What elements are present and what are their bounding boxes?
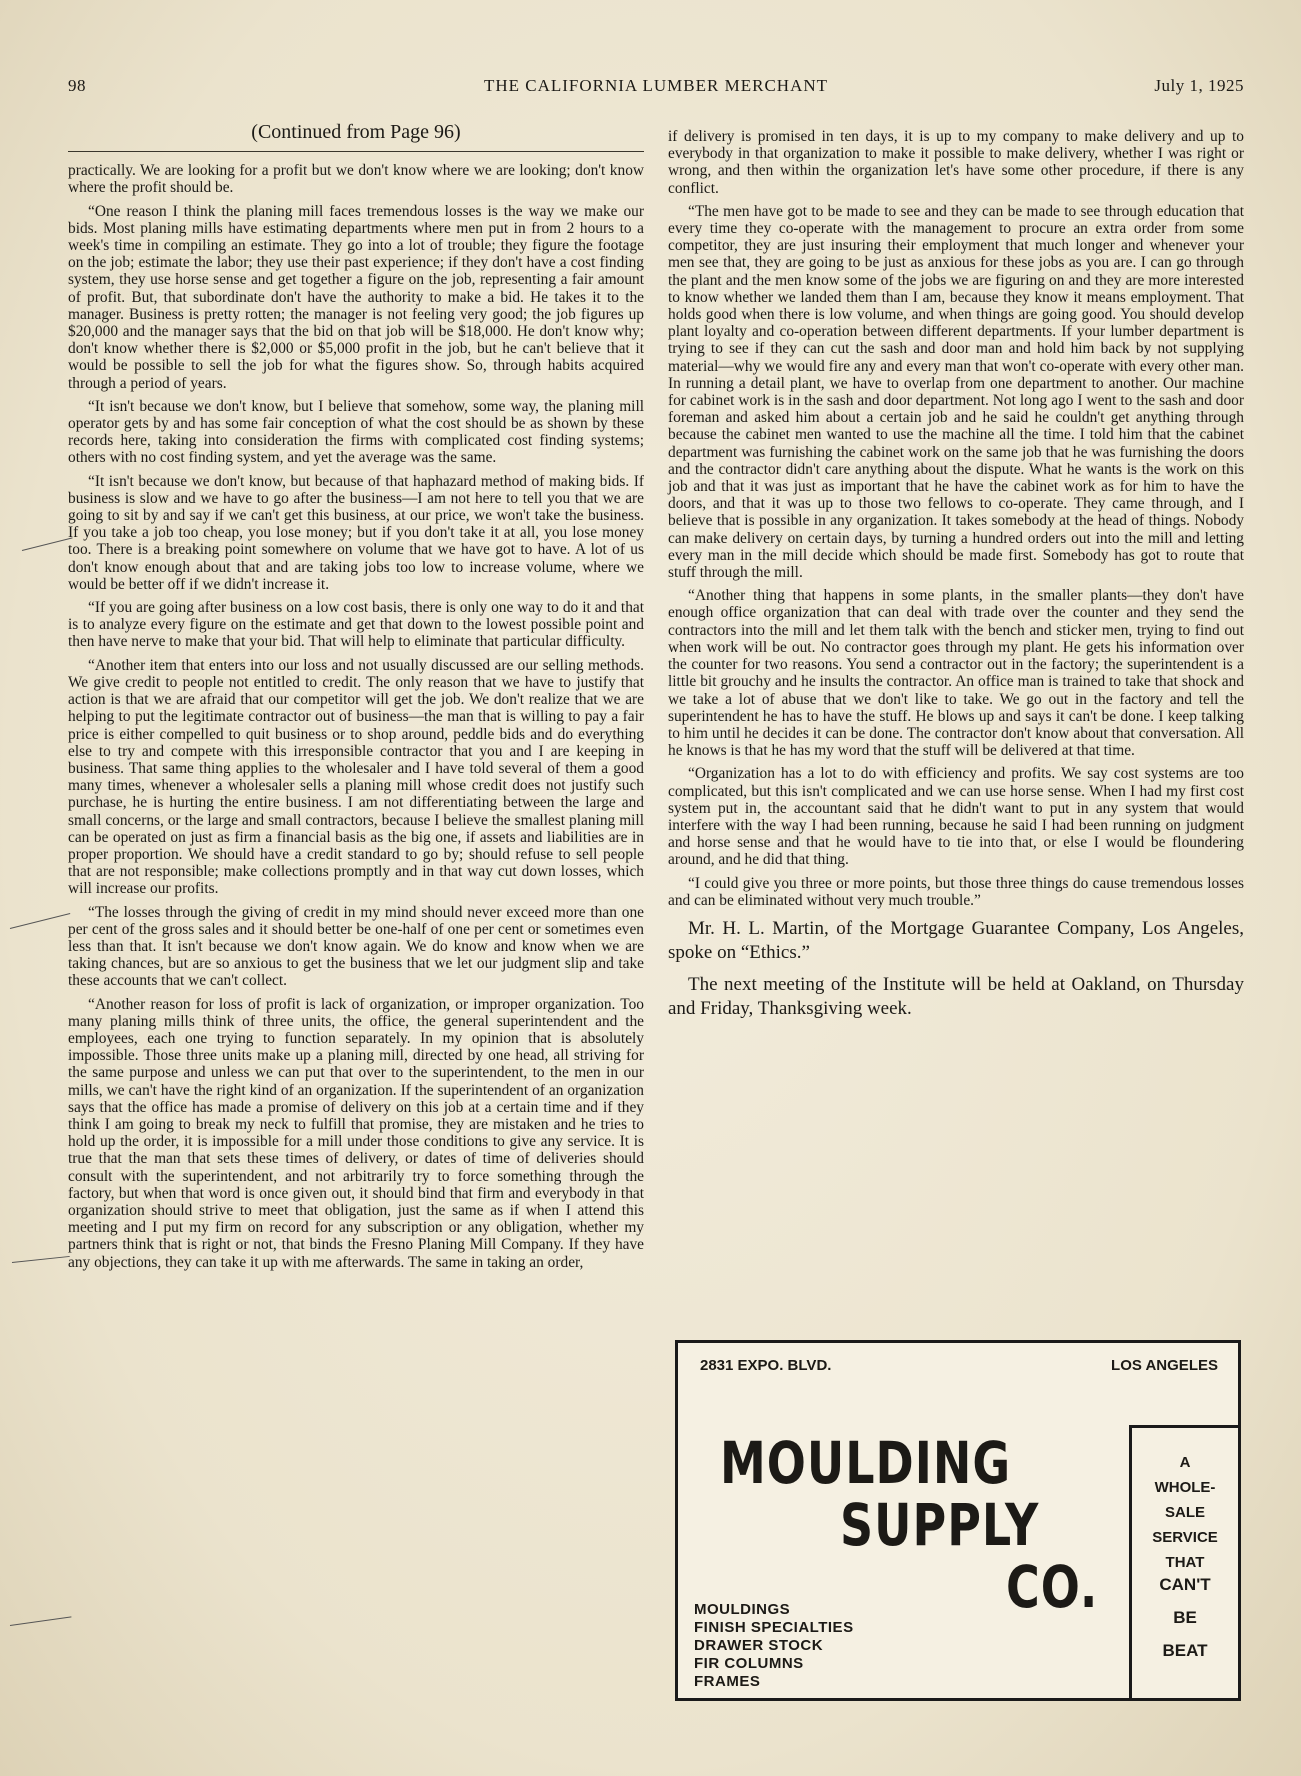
pencil-mark [22, 537, 73, 551]
publication-title: THE CALIFORNIA LUMBER MERCHANT [483, 76, 829, 95]
article-paragraph: “The losses through the giving of credit in my mind should never exceed more than one per cent of the gross sales and it should better be one-half of one per cent or sometimes even less than that. It isn't because we don't know again. We do know and know when we are taking chances, but are so anxious to get the business that we let our judgment slip and take these accounts that we can't collect. [68, 903, 644, 990]
article-paragraph: “If you are going after business on a low cost basis, there is only one way to do it and that is to analyze every figure on the estimate and get that down to the lowest possible point and then have nerve to make that your bid. That will help to eliminate that particular difficulty. [68, 599, 644, 651]
ad-product-list [694, 1601, 854, 1691]
next-meeting-note: The next meeting of the Institute will be held at Oakland, on Thursday and Friday, Thanksgiving week. [668, 973, 1244, 1019]
page-number: 98 [68, 76, 86, 95]
ad-product: MOULDINGS [694, 1601, 791, 1618]
article-paragraph: “Organization has a lot to do with efficiency and profits. We say cost systems are too complicated, but this isn't complicated and we can use horse sense. When I had my first cost system put in, the accountant said that he didn't want to put in any system that would interfere with the way I had been running, because he said I had been running on judgment and horse sense and that he would have to tie into that, or else I would be floundering around, and he did that thing. [668, 765, 1244, 869]
ad-product: DRAWER STOCK [694, 1637, 824, 1654]
ad-slogan-line: WHOLE- [1154, 1479, 1216, 1496]
ad-company-name-line: MOULDING [720, 1429, 1012, 1497]
article-paragraph: “Another item that enters into our loss and not usually discussed are our selling methods. We give credit to people not entitled to credit. The only reason that we have to justify that action is that we are afraid that our competitor will get the job. We don't realize that we are helping to put the legitimate contractor out of business—the man that is willing to pay a fair price is either compelled to quit business or to shop around, peddle bids and do everything else to try and compete with this irresponsible contractor that you and I are keeping in business. That same thing applies to the wholesaler and I have told several of them a good many times, whenever a wholesaler sells a planing mill whose credit does not justify such purchase, he is hurting the entire business. I am not differentiating between the large and small concerns, or the large and small contractors, because I believe the smallest planing mill can be operated on just as firm a financial basis as the big one, if assets and liabilities are in proper proportion. We should have a credit standard to go by; should refuse to sell people that are not responsible; make collections promptly and in that way cut down losses, which will increase our profits. [68, 656, 644, 898]
ad-slogan-line: CAN'T [1159, 1575, 1211, 1594]
ad-slogan-line: THAT [1165, 1554, 1205, 1571]
article-paragraph: if delivery is promised in ten days, it is up to my company to make delivery and up to everybody in that organization to make it possible to make delivery, whether I was right or wrong, and then within the organization let's have some other procedure, if there is any conflict. [668, 128, 1244, 197]
ad-slogan-line: BE [1173, 1608, 1197, 1627]
continued-note: (Continued from Page 96) [68, 124, 644, 152]
article-paragraph: “Another thing that happens in some plants, in the smaller plants—they don't have enough office organization that can deal with trade over the counter and they send the contractors into the mill and let them talk with the bench and sticker men, trying to find out when work will be out. No contractor goes through my plant. He gets his information over the counter for two reasons. You send a contractor out in the factory; the superintendent is a little bit grouchy and he insults the contractor. An office man is trained to take that shock and we take a lot of abuse that we don't like to take. We go out in the factory and tell the superintendent he has to have the stuff. He blows up and says it can't be done. I keep talking to him until he decides it can be done. The contractor don't know about that conversation. All he knows is that he has my word that the stuff will be delivered at that time. [668, 587, 1244, 760]
ad-slogan-line: BEAT [1162, 1641, 1208, 1660]
article-paragraph: practically. We are looking for a profit but we don't know where we are looking; don't know where the profit should be. [68, 162, 644, 197]
ad-product: FINISH SPECIALTIES [694, 1619, 854, 1636]
pencil-mark [10, 913, 70, 929]
pencil-mark [10, 1616, 72, 1626]
ad-address: 2831 EXPO. BLVD. [700, 1357, 832, 1374]
ad-company-name-line: SUPPLY [840, 1491, 1040, 1559]
ad-company-name-line: CO. [1006, 1553, 1099, 1621]
speaker-note: Mr. H. L. Martin, of the Mortgage Guarantee Company, Los Angeles, spoke on “Ethics.” [668, 917, 1244, 963]
article-paragraph: “It isn't because we don't know, but because of that haphazard method of making bids. If business is slow and we have to go after the business—I am not here to tell you that we are going to sit by and say if we can't get this business, at our price, we won't take the business. If you take a job too cheap, you lose money; but if you don't take it at all, you lose money too. There is a breaking point somewhere on volume that we have got to have. A lot of us don't know enough about that and are taking jobs too low to increase volume, where we would be better off if we didn't increase it. [68, 472, 644, 593]
pencil-mark [12, 1256, 70, 1263]
issue-date: July 1, 1925 [1154, 76, 1244, 95]
article-paragraph: “The men have got to be made to see and they can be made to see through education that every time they co-operate with the management to procure an extra order from some competitor, they are just insuring their employment that much longer and whenever your men see that, they are going to be just as anxious for these jobs as you are. I can go through the plant and the men know some of the jobs we are figuring on and they are more interested to know whether we landed them than I am, because they know it means employment. That holds good when there is low volume, and when things are going good. You should develop plant loyalty and co-operation between different departments. If your lumber department is trying to see if they can cut the sash and door man and hold him back by not supplying material—why we would fire any and every man that won't co-operate with every other man. In running a detail plant, we have to overlap from one department to another. Our machine for cabinet work is in the sash and door department. Not long ago I went to the sash and door foreman and asked him about a certain job and he said he couldn't get anything through because the cabinet men wanted to use the machine all the time. I told him that the cabinet department was furnishing the cabinet work on the same job that he was furnishing the doors and the contractor didn't care anything about the dispute. What he wants is the work on this job and that it was just as important that he have the cabinet work as for him to have the doors, and that it was up to those two fellows to co-operate. They came through, and I believe that is possible in any organization. It takes somebody at the head of things. Nobody can make delivery on certain days, by turning a hundred orders out into the mill and letting every man in the mill decide which should be made first. Somebody has got to route that stuff through the mill. [668, 202, 1244, 582]
page-header [68, 76, 1244, 100]
ad-city: LOS ANGELES [1111, 1357, 1218, 1374]
ad-slogan-line: A [1179, 1454, 1191, 1471]
article-paragraph: “It isn't because we don't know, but I believe that somehow, some way, the planing mill operator gets by and has some fair conception of what the cost should be as shown by these records here, taking into consideration the firms with complicated cost finding systems; others with no cost finding system, and yet the average was the same. [68, 397, 644, 467]
ad-slogan-box [1129, 1425, 1238, 1701]
advertisement-box [675, 1340, 1241, 1701]
ad-slogan-line: SERVICE [1152, 1529, 1218, 1546]
article-paragraph: “Another reason for loss of profit is lack of organization, or improper organization. Too many planing mills think of three units, the office, the general superintendent and the employees, each one trying to function separately. In my opinion that is absolutely impossible. Those three units make up a planing mill, directed by one head, all striving for the same purpose and unless we can put that over to the superintendent, to the men in our mills, we can't have the right kind of an organization. If the superintendent of an organization says that the office has made a promise of delivery on this job at a certain time and if they think I am going to break my neck to fulfill that promise, they are mistaken and he tries to hold up the order, it is impossible for a mill under those conditions to give any service. It is true that the man that sets these times of delivery, or dates of time of deliveries should consult with the superintendent, and not arbitrarily try to force something through the factory, but when that word is once given out, it should bind that firm and everybody in that organization should strive to meet that obligation, just the same as if when I attend this meeting and I put my firm on record for any subscription or any obligation, whether my partners think that is right or not, that binds the Fresno Planing Mill Company. If they have any objections, they can take it up with me afterwards. The same in taking an order, [68, 995, 644, 1271]
ad-product: FIR COLUMNS [694, 1655, 804, 1672]
left-column [68, 118, 644, 1277]
article-paragraph: “One reason I think the planing mill faces tremendous losses is the way we make our bids. Most planing mills have estimating departments where men put in from 2 hours to a week's time in compiling an estimate. They go into a lot of trouble; they figure the footage on the job; estimate the labor; they use their past experience; if they don't have a cost finding system, they use horse sense and get together a figure on the job, representing a fair amount of profit. But, that subordinate don't have the authority to make a bid. He takes it to the manager. Business is pretty rotten; the manager is not feeling very good; the job figures up $20,000 and the manager says that the bid on that job will be $18,000. He don't know why; don't know whether there is $2,000 or $5,000 profit in the job, but he can't believe that it would be possible to sell the job for what the figures show. So, through habits acquired through a period of years. [68, 202, 644, 392]
ad-slogan-line: SALE [1164, 1504, 1205, 1521]
right-column [668, 128, 1244, 1029]
article-paragraph: “I could give you three or more points, but those three things do cause tremendous losses and can be eliminated without very much trouble.” [668, 874, 1244, 909]
ad-product: FRAMES [694, 1673, 761, 1690]
